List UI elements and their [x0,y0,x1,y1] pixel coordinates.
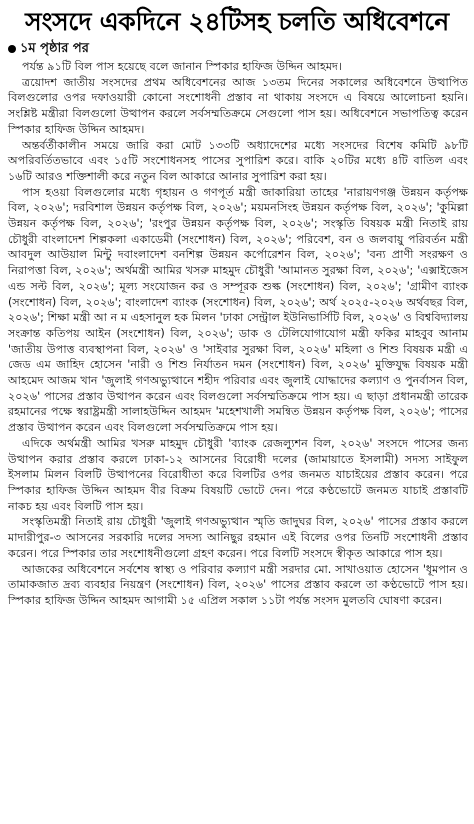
article-paragraph: পর্যন্ত ৯১টি বিল পাস হয়েছে বলে জানান স্পিকার হাফিজ উদ্দিন আহমদ। [22,60,342,73]
continuation-label: ১ম পৃষ্ঠার পর [20,41,89,56]
article-paragraph: পাস হওয়া বিলগুলোর মধ্যে গৃহায়ন ও গণপূর্ত মন্ত্রী জাকারিয়া তাহের 'নারায়ণগঞ্জ উন্নয়ন কর্তৃপক্ষ বিল, ২০২৬'; দরবিশাল উন্নয়ন কর্তৃপক্ষ বিল, ২০২৬'; ময়মনসিংহ উন্নয়ন কর্তৃপক্ষ বিল, ২০২৬'; 'কুমিল্লা উন্নয়ন কর্তৃপক্ষ বিল, ২০২৬'; 'রংপুর উন্নয়ন কর্তৃপক্ষ বিল, ২০২৬'; সংস্কৃতি বিষয়ক মন্ত্রী নিতাই রায় চৌধুরী বাংলাদেশ শিল্পকলা একাডেমী (সংশোধন) বিল, ২০২৬'; পরিবেশ, বন ও জলবায়ু পরিবর্তন মন্ত্রী আবদুল আউয়াল মিন্টু দবাংলাদেশ বনশিল্প উন্নয়ন কর্পোরেশন বিল, ২০২৬'; 'বন্য প্রাণী সংরক্ষণ ও নিরাপত্তা বিল, ২০২৬'; অর্থমন্ত্রী আমির খসরু মাহমুদ চৌধুরী 'আমানত সুরক্ষা বিল, ২০২৬'; 'এক্সাইজেস এন্ড সল্ট বিল, ২০২৬'; মূল্য সংযোজন কর ও সম্পূরক শুল্ক (সংশোধন) বিল, ২০২৬'; 'গ্রামীণ ব্যাংক (সংশোধন) বিল, ২০২৬'; বাংলাদেশ ব্যাংক (সংশোধন) বিল, ২০২৬'; অর্থ ২০২৫-২০২৬ অর্থবছর বিল, ২০২৬'; শিক্ষা মন্ত্রী আ ন ম এহসানুল হক মিলন 'ঢাকা সেন্ট্রাল ইউনিভার্সিটি বিল, ২০২৬' ও বিশ্ববিদ্যালয় সংক্রান্ত কতিপয় আইন (সংশোধন) বিল, ২০২৬'; ডাক ও টেলিযোগাযোগ মন্ত্রী ফকির মাহবুব আনাম 'জাতীয় উপাত্ত ব্যবস্থাপনা বিল, ২০২৬' ও 'সাইবার সুরক্ষা বিল, ২০২৬' মহিলা ও শিশু বিষয়ক মন্ত্রী এ জেড এম জাহিদ হোসেন 'নারী ও শিশু নির্যাতন দমন (সংশোধন) বিল, ২০২৬' মুক্তিযুদ্ধ বিষয়ক মন্ত্রী আহমেদ আজম খান 'জুলাই গণঅভ্যুত্থানে শহীদ পরিবার এবং জুলাই যোদ্ধাদের কল্যাণ ও পুনর্বাসন বিল, ২০২৬' পাসের প্রস্তাব উত্থাপন করেন এবং বিলগুলো সর্বসম্মতিক্রমে পাস হয়। এ ছাড়া প্রধানমন্ত্রী তারেক রহমানের পক্ষে স্বরাষ্ট্রমন্ত্রী সালাহউদ্দিন আহমদ 'মহেশখালী সমন্বিত উন্নয়ন কর্তৃপক্ষ বিল, ২০২৬'; পাসের প্রস্তাব উত্থাপন করেন এবং বিলগুলো সর্বসম্মতিক্রমে পাস হয়। [8,185,468,435]
article-body [8,59,468,609]
article-paragraph: আজকের অধিবেশনে সর্বশেষ স্বাস্থ্য ও পরিবার কল্যাণ মন্ত্রী সরদার মো. সাখাওয়াত হোসেন 'ধূমপান ও তামাকজাত দ্রব্য ব্যবহার নিয়ন্ত্রণ (সংশোধন) বিল, ২০২৬' পাসের প্রস্তাব করলে তা কণ্ঠভোটে পাস হয়। স্পিকার হাফিজ উদ্দিন আহমদ আগামী ১৫ এপ্রিল সকাল ১১টা পর্যন্ত সংসদ মুলতবি ঘোষণা করেন। [8,562,468,607]
article-paragraph: এদিকে অর্থমন্ত্রী আমির খসরু মাহমুদ চৌধুরী 'ব্যাংক রেজল্যুশন বিল, ২০২৬' সংসদে পাসের জন্য উত্থাপন করার প্রস্তাব করলে ঢাকা-১২ আসনের বিরোধী দলের (জামায়াতে ইসলামী) সদস্য সাইফুল ইসলাম মিলন বিলটি উত্থাপনের বিরোধীতা করে বিলটির ওপর জনমত যাচাইয়ের প্রস্তাব করেন। পরে স্পিকার হাফিজ উদ্দিন আহমদ বীর বিক্রম বিষয়টি ভোটে দেন। পরে কণ্ঠভোটে জনমত যাচাই প্রস্তাবটি নাকচ হয় এবং বিলটি পাস হয়। [8,436,468,513]
article-paragraph: ত্রয়োদশ জাতীয় সংসদের প্রথম অধিবেশনের আজ ১৩তম দিনের সকালের অধিবেশনে উত্থাপিত বিলগুলোর ওপর দফাওয়ারী কোনো সংশোধনী প্রস্তাব না থাকায় সংসদে এ বিষয়ে আলোচনা হয়নি। সংশ্লিষ্ট মন্ত্রীরা বিলগুলো উত্থাপন করলে সর্বসম্মতিক্রমে সেগুলো পাস হয়। অধিবেশনে সভাপতিত্ব করেন স্পিকার হাফিজ উদ্দিন আহমদ। [8,75,468,136]
article-paragraph: অন্তর্বর্তীকালীন সময়ে জারি করা মোট ১৩৩টি অধ্যাদেশের মধ্যে সংসদের বিশেষ কমিটি ৯৮টি অপরিবর্তিতভাবে এবং ১৫টি সংশোধনসহ পাসের সুপারিশ করে। বাকি ২০টির মধ্যে ৪টি বাতিল এবং ১৬টি আরও শক্তিশালী করে নতুন বিল আকারে আনার সুপারিশ করা হয়। [8,138,468,183]
bullet-icon [8,45,16,53]
article-paragraph: সংস্কৃতিমন্ত্রী নিতাই রায় চৌধুরী 'জুলাই গণঅভ্যুত্থান স্মৃতি জাদুঘর বিল, ২০২৬' পাসের প্রস্তাব করলে মাদারীপুর-৩ আসনের সরকারি দলের সদস্য আনিছুর রহমান এই বিলের ওপর তিনটি সংশোধনী প্রস্তাব করেন। পরে স্পিকার তার সংশোধনীগুলো গ্রহণ করেন। পরে বিলটি সংসদে স্বীকৃত আকারে পাস হয়। [8,515,468,560]
continuation-marker [8,41,466,57]
headline: সংসদে একদিনে ২৪টিসহ চলতি অধিবেশনে [25,7,449,36]
